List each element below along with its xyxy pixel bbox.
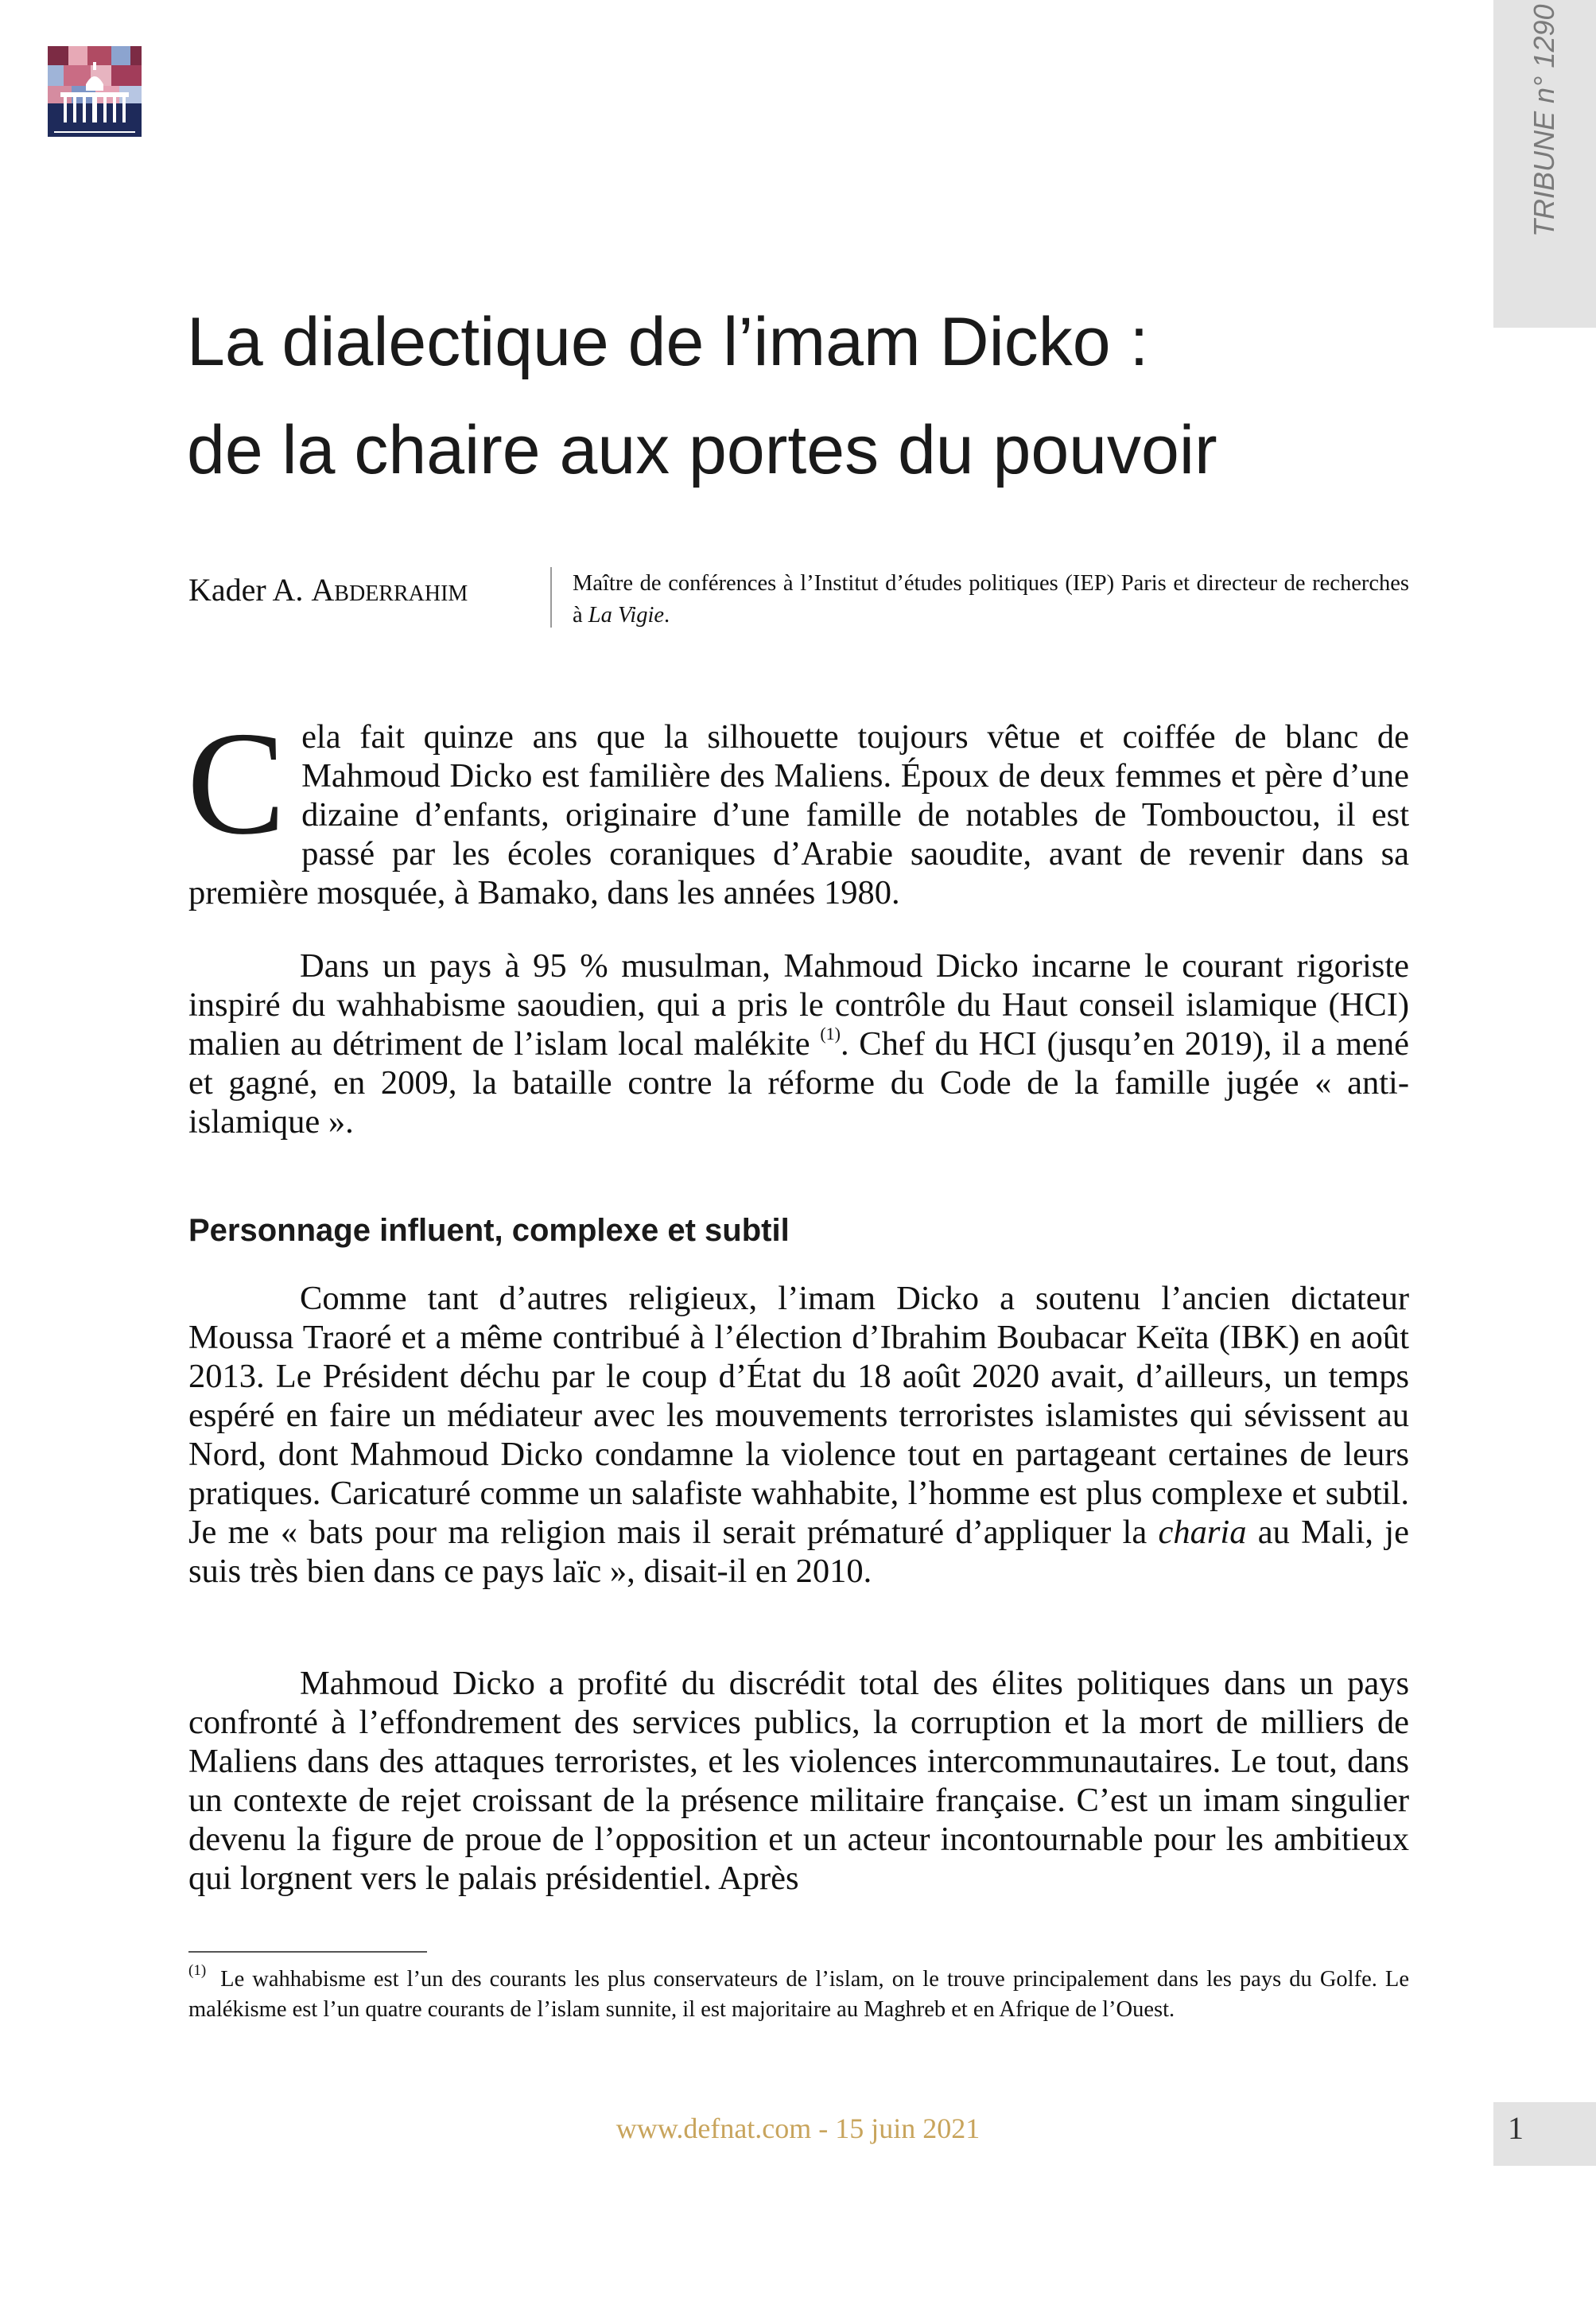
paragraph-2-text-b: . Chef du HCI (jusqu’en 2019), il a mené et gagné, en 2009, la bataille contre la réforme du Code de la famille jugée « anti-islamique ». — [188, 1025, 1409, 1141]
paragraph-2 — [188, 946, 1409, 1141]
author-name — [188, 571, 468, 608]
paragraph-3-italic: charia — [1158, 1514, 1247, 1551]
affiliation-end: . — [664, 603, 670, 628]
title-line-2: de la chaire aux portes du pouvoir — [187, 412, 1217, 488]
affiliation-org: La Vigie — [588, 603, 665, 628]
footnote-divider — [188, 1951, 427, 1953]
footer-link[interactable]: www.defnat.com - 15 juin 2021 — [615, 2112, 981, 2144]
author-affiliation — [573, 568, 1409, 632]
author-first-name: Kader A. — [188, 572, 304, 608]
footnote-text: Le wahhabisme est l’un des courants les plus conservateurs de l’islam, on le trouve principalement dans les pays du Golfe. Le malékisme est l’un quatre courants de l’islam sunnite, il est majoritaire au Maghreb et en Afrique de l’Ouest. — [188, 1967, 1409, 2022]
affiliation-text: Maître de conférences à l’Institut d’études politiques (IEP) Paris et directeur de recherches à — [573, 571, 1409, 628]
paragraph-1 — [187, 702, 1409, 912]
paragraph-2-text-a: Dans un pays à 95 % musulman, Mahmoud Dicko incarne le courant rigoriste inspiré du wahhabisme saoudien, qui a pris le contrôle du Haut conseil islamique (HCI) malien au détriment de l’islam local malékite — [188, 947, 1409, 1063]
author-last-name: Abderrahim — [311, 572, 468, 608]
publisher-logo — [46, 45, 143, 138]
footnote-ref[interactable]: (1) — [820, 1023, 841, 1044]
title-line-1: La dialectique de l’imam Dicko : — [187, 304, 1149, 380]
paragraph-4 — [188, 1664, 1409, 1898]
paragraph-3-text-b: au Mali, je suis très bien dans ce pays laïc », disait-il en 2010. — [188, 1514, 1409, 1590]
paragraph-3-text-a: Comme tant d’autres religieux, l’imam Dicko a soutenu l’ancien dictateur Moussa Traoré et a même contribué à l’élection d’Ibrahim Boubacar Keïta (IBK) en août 2013. Le Président déchu par le coup d’État du 18 août 2020 avait, d’ailleurs, un temps espéré en faire un médiateur avec les mouvements terroristes islamistes qui sévissent au Nord, dont Mahmoud Dicko condamne la violence tout en partageant certaines de leurs pratiques. Caricaturé comme un salafiste wahhabite, l’homme est plus complexe et subtil. Je me « bats pour ma religion mais il serait prématuré d’appliquer la — [188, 1280, 1409, 1551]
paragraph-1-text: ela fait quinze ans que la silhouette toujours vêtue et coiffée de blanc de Mahmoud Dicko est familière des Maliens. Époux de deux femmes et père d’une dizaine d’enfants, originaire d’une famille de notables de Tombouctou, il est passé par les écoles coraniques d’Arabie saoudite, avant de revenir dans sa première mosquée, à Bamako, dans les années 1980. — [188, 718, 1409, 911]
footnote-marker: (1) — [188, 1961, 207, 1979]
paragraph-4-text: Mahmoud Dicko a profité du discrédit total des élites politiques dans un pays confronté à l’effondrement des services publics, la corruption et la mort de milliers de Maliens dans des attaques terroristes, et les violences intercommunautaires. Le tout, dans un contexte de rejet croissant de la présence militaire française. C’est un imam singulier devenu la figure de proue de l’opposition et un acteur incontournable pour les ambitieux qui lorgnent vers le palais présidentiel. Après — [188, 1665, 1409, 1897]
section-heading: Personnage influent, complexe et subtil — [188, 1213, 790, 1248]
footnote — [188, 1961, 1409, 2025]
paragraph-3 — [188, 1279, 1409, 1591]
author-divider — [550, 567, 552, 628]
drop-cap: C — [187, 702, 286, 865]
tribune-label — [1528, 138, 1561, 237]
page-number: 1 — [1508, 2110, 1524, 2146]
article-title — [187, 288, 1459, 504]
